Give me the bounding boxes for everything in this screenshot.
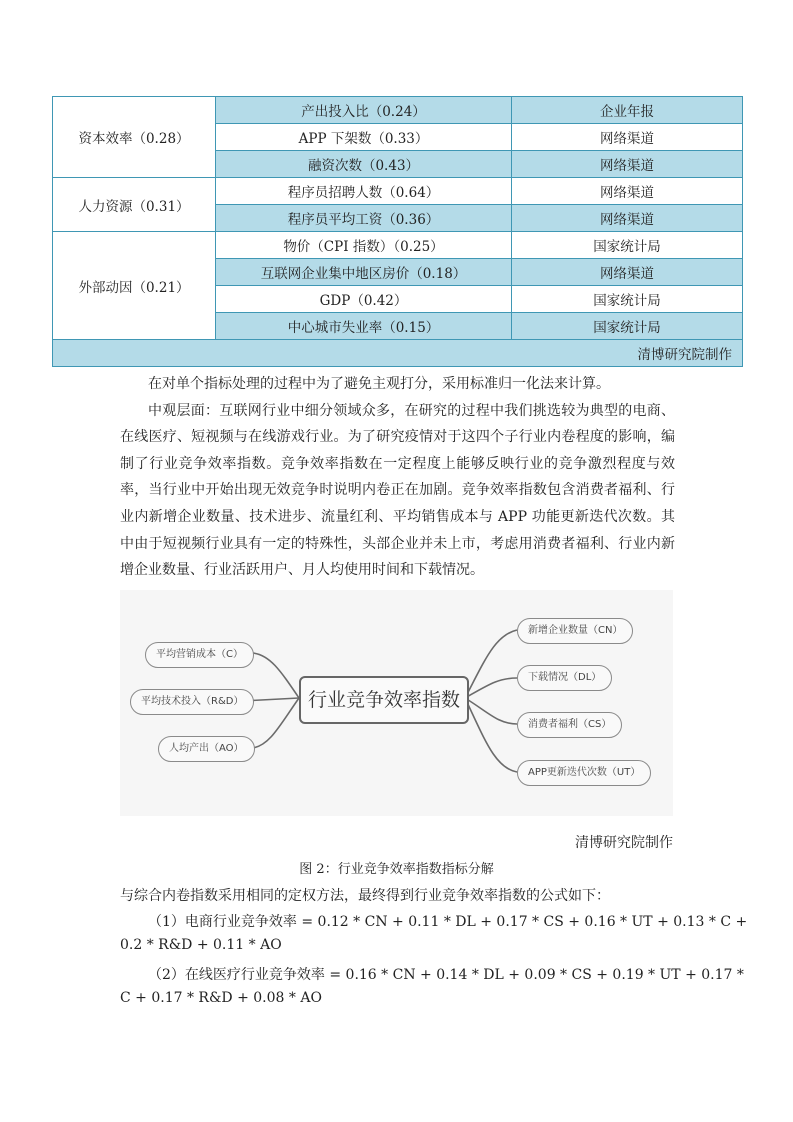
formula-intro: 与综合内卷指数采用相同的定权方法，最终得到行业竞争效率指数的公式如下： (120, 888, 610, 904)
indicator-cell: 程序员平均工资（0.36） (216, 205, 512, 232)
paragraph: 中观层面：互联网行业中细分领域众多，在研究的过程中我们挑选较为典型的电商、在线医疗、短视频与在线游戏行业。为了研究疫情对于这四个子行业内卷程度的影响，编制了行业竞争效率指数。竞争效率指数在一定程度上能够反映行业的竞争激烈程度与效率，当行业中开始出现无效竞争时说明内卷正在加剧。竞争效率指数包含消费者福利、行业内新增企业数量、技术进步、流量红利、平均销售成本与 APP 功能更新迭代次数。其中由于短视频行业具有一定的特殊性，头部企业并未上市，考虑用消费者福利、行业内新增企业数量、行业活跃用户、月人均使用时间和下载情况。 (120, 402, 675, 579)
source-cell: 国家统计局 (512, 313, 743, 340)
table-row (53, 97, 743, 124)
connector (253, 698, 299, 748)
formula-1-cont: 0.2 * R&D + 0.11 * AO (120, 937, 282, 953)
formula-2: （2）在线医疗行业竞争效率 = 0.16 * CN + 0.14 * DL + 0.09 * CS + 0.19 * UT + 0.17 * (148, 967, 744, 983)
source-cell: 企业年报 (512, 97, 743, 124)
indicator-cell: 互联网企业集中地区房价（0.18） (216, 259, 512, 286)
mindmap-node-welfare: 消费者福利（CS） (517, 712, 622, 738)
formula-2-cont: C + 0.17 * R&D + 0.08 * AO (120, 990, 322, 1006)
body-text (120, 371, 675, 584)
category-cell: 人力资源（0.31） (53, 178, 216, 232)
indicator-cell: 物价（CPI 指数）（0.25） (216, 232, 512, 259)
source-cell: 国家统计局 (512, 232, 743, 259)
source-cell: 网络渠道 (512, 205, 743, 232)
indicator-cell: 中心城市失业率（0.15） (216, 313, 512, 340)
connector (465, 678, 517, 698)
source-cell: 国家统计局 (512, 286, 743, 313)
mindmap-figure (120, 590, 673, 816)
indicator-cell: 产出投入比（0.24） (216, 97, 512, 124)
mindmap-center: 行业竞争效率指数 (299, 676, 469, 724)
indicator-cell: GDP（0.42） (216, 286, 512, 313)
paragraph: 在对单个指标处理的过程中为了避免主观打分，采用标准归一化法来计算。 (148, 376, 610, 392)
connector (465, 698, 517, 724)
figure-credit: 清博研究院制作 (575, 835, 673, 851)
mindmap-node-cost: 平均营销成本（C） (145, 642, 254, 668)
mindmap-node-rnd: 平均技术投入（R&D） (130, 689, 254, 715)
category-cell: 资本效率（0.28） (53, 97, 216, 178)
indicator-cell: 融资次数（0.43） (216, 151, 512, 178)
mindmap-node-downloads: 下载情况（DL） (517, 665, 612, 691)
table-credit: 清博研究院制作 (53, 340, 743, 367)
connector (253, 653, 299, 698)
source-cell: 网络渠道 (512, 151, 743, 178)
indicator-table (52, 96, 743, 367)
mindmap-node-output: 人均产出（AO） (158, 736, 255, 762)
formula-1: （1）电商行业竞争效率 = 0.12 * CN + 0.11 * DL + 0.17 * CS + 0.16 * UT + 0.13 * C + (148, 914, 748, 930)
category-cell: 外部动因（0.21） (53, 232, 216, 340)
source-cell: 网络渠道 (512, 124, 743, 151)
source-cell: 网络渠道 (512, 178, 743, 205)
indicator-cell: APP 下架数（0.33） (216, 124, 512, 151)
table-row (53, 178, 743, 205)
mindmap-node-new-firms: 新增企业数量（CN） (517, 618, 633, 644)
mindmap-node-updates: APP更新迭代次数（UT） (517, 760, 651, 786)
table-row (53, 232, 743, 259)
indicator-cell: 程序员招聘人数（0.64） (216, 178, 512, 205)
figure-caption: 图 2：行业竞争效率指数指标分解 (299, 862, 494, 877)
source-cell: 网络渠道 (512, 259, 743, 286)
connector (465, 630, 517, 698)
connector (465, 698, 517, 772)
table-credit-row (53, 340, 743, 367)
